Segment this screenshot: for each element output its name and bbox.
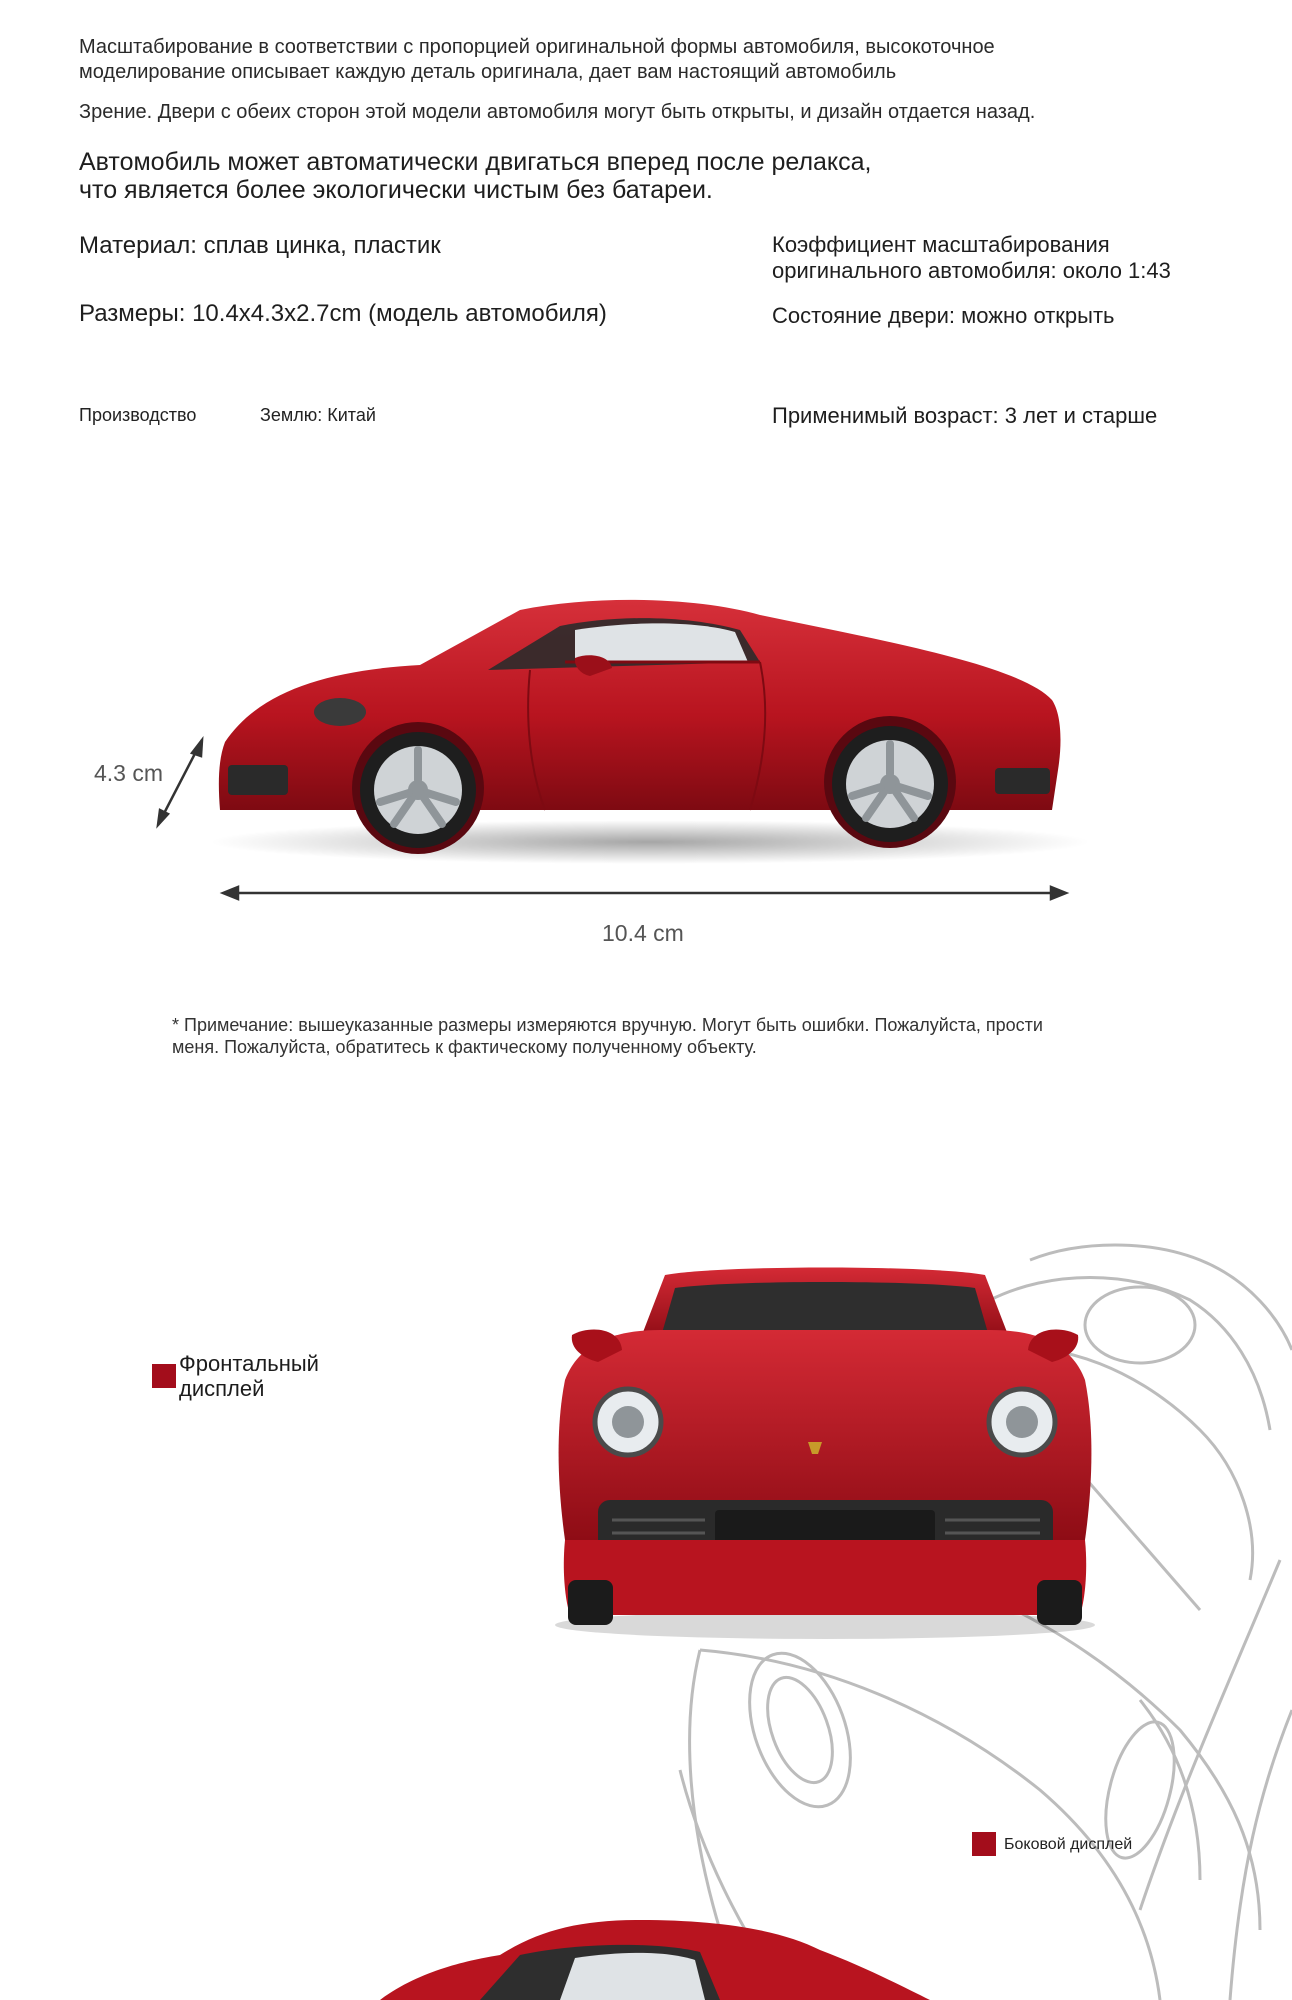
spec-scale-line-2: оригинального автомобиля: около 1:43	[772, 258, 1171, 283]
spec-door: Состояние двери: можно открыть	[772, 303, 1115, 328]
spec-material: Материал: сплав цинка, пластик	[79, 232, 441, 259]
sketch-and-front-car	[0, 1230, 1292, 2000]
spec-origin: Землю: Китай	[260, 405, 376, 425]
spec-scale-line-1: Коэффициент масштабирования	[772, 232, 1110, 257]
side-display-label: Боковой дисплей	[1004, 1836, 1133, 1853]
note-line-2: меня. Пожалуйста, обратитесь к фактическому полученному объекту.	[172, 1037, 757, 1057]
front-display-figure	[0, 1230, 1292, 2000]
intro-line-1: Масштабирование в соответствии с пропорцией оригинальной формы автомобиля, высокоточное	[79, 36, 995, 58]
intro-line-2: моделирование описывает каждую деталь оригинала, дает вам настоящий автомобиль	[79, 61, 897, 83]
front-car	[555, 1268, 1095, 1640]
pullback-line-2: что является более экологически чистым без батареи.	[79, 176, 713, 204]
side-car-illustration	[0, 570, 1292, 960]
side-display-legend-square	[972, 1832, 996, 1856]
front-display-label-line-1: Фронтальный	[179, 1351, 319, 1376]
bottom-side-car	[380, 1920, 930, 2000]
spec-production: Производство	[79, 405, 197, 425]
intro-line-3: Зрение. Двери с обеих сторон этой модели автомобиля могут быть открыты, и дизайн отдается назад.	[79, 101, 1036, 123]
pullback-line-1: Автомобиль может автоматически двигаться вперед после релакса,	[79, 148, 872, 176]
spec-age: Применимый возраст: 3 лет и старше	[772, 403, 1158, 428]
front-display-legend-square	[152, 1364, 176, 1388]
spec-dimensions: Размеры: 10.4x4.3x2.7cm (модель автомобиля)	[79, 300, 607, 327]
dimension-figure	[0, 570, 1292, 960]
height-label: 4.3 cm	[94, 760, 164, 786]
note-line-1: * Примечание: вышеуказанные размеры измеряются вручную. Могут быть ошибки. Пожалуйста, прости	[172, 1015, 1043, 1035]
front-display-label-line-2: дисплей	[179, 1376, 265, 1401]
length-label: 10.4 cm	[602, 920, 684, 946]
